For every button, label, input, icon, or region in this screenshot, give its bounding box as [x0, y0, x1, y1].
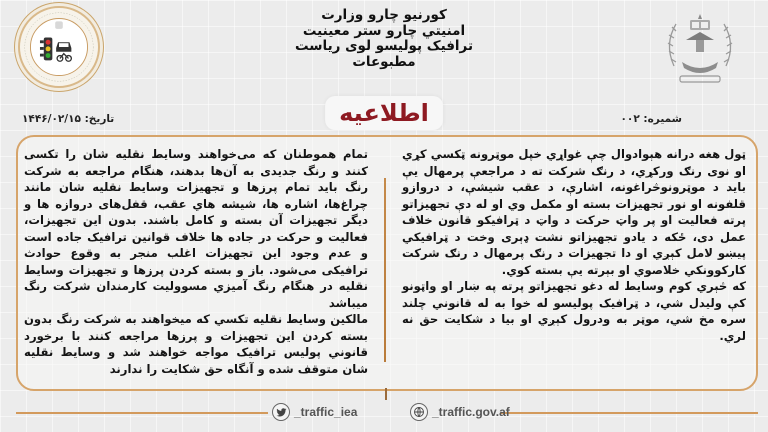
announcement-title-badge	[325, 96, 443, 130]
announcement-title: اطلاعیه	[339, 99, 429, 127]
twitter-handle: _traffic_iea	[294, 405, 358, 419]
footer-line-left	[16, 412, 268, 414]
dari-column	[24, 146, 368, 377]
pashto-paragraph-1: ټول هغه درانه هېوادوال چې غواړي خپل موټرونه ټکسي کړي او نوی رنګ ورکړي، د رنګ شرکت ته د مراجعې پرمهال يې بايد د موټرونوڅراغونه، اشارې، د عقب شيشې، د دروازو قلفونه او نور تجهيزات بسته او مکمل وي او له دې تجهيزاتو پرته فعاليت او پر واټ حرکت د واټ د ټرافيکو قانون خلاف عمل دی، ځکه د يادو تجهيزاتو نشت ډېری وخت د ټرافيکي پيښو لامل کېږي او دا تجهيزات د رنګ پرمهال د رنګ شرکت کارکوونکي خلاصوي او بېرته يې بسته کوي.	[402, 147, 746, 277]
twitter-icon	[272, 403, 290, 421]
dari-paragraph-2: مالکین وسایط نقلیه تکسي که میخواهند به شرکت رنگ بدون بسته کردن این تجهیزات و پرزها مراجعه کنند با برخورد قانوني پولیس ترافیک مواجه خواهند شد و وسایط نقلیه شان متوقف شده و آنگاه حق شکایت را ندارند	[24, 312, 368, 376]
footer-tick	[385, 388, 387, 400]
ministry-header	[0, 8, 768, 70]
dari-paragraph-1: تمام هموطنان که می‌خواهند وسایط نقلیه شان را تکسی کنند و رنگ جدیدی به آن‌ها بدهند، هنگام مراجعه به شرکت رنگ باید تمام پرزها و تجهیزات وسایط نقلیه شان مانند چراغ‌ها، اشاره ها، شیشه هاي عقب، قفل‌های دروازه ها و دیگر تجهیزات آن بسته و کامل باشند. بدون این تجهیزات، فعالیت و حرکت در جاده ها خلاف قوانین ترافیک جاده است و عدم وجود این تجهیزات اغلب منجر به وقوع حوادث ترافیکی می‌شود. باز و بسته کردن پرزها و تجهیزات وسایط نقلیه در هنگام رنگ آمیزي مسوولیت کارمندان شرکت رنگ میباشد	[24, 147, 368, 310]
globe-icon	[410, 403, 428, 421]
header-line-3: ترافیک پولیسو لوی ریاست	[294, 38, 474, 54]
footer	[0, 400, 768, 426]
header-line-1: کورنیو چارو وزارت	[321, 7, 447, 23]
header-line-2: امنیتي چارو ستر معینیت	[302, 22, 466, 39]
pashto-column	[402, 146, 746, 344]
website-url: _traffic.gov.af	[432, 405, 510, 419]
footer-line-right	[500, 412, 758, 414]
header-line-4: مطبوعات	[352, 53, 416, 70]
website-link[interactable]	[410, 403, 510, 421]
number-label: شمیره: ۰۰۲	[620, 113, 682, 125]
column-divider	[384, 178, 386, 362]
date-label: تاریخ: ۱۴۴۶/۰۲/۱۵	[22, 113, 115, 125]
twitter-link[interactable]	[272, 403, 357, 421]
pashto-paragraph-2: که څېري کوم وسايط له دغو تجهيزاتو پرته په ښار او واټونو کې وليدل شي، د ټرافيک پوليسو له خوا به له قانوني چلند سره مخ شي، موټر به ودرول کېږي او بيا د شکايت حق نه لري.	[402, 279, 746, 343]
